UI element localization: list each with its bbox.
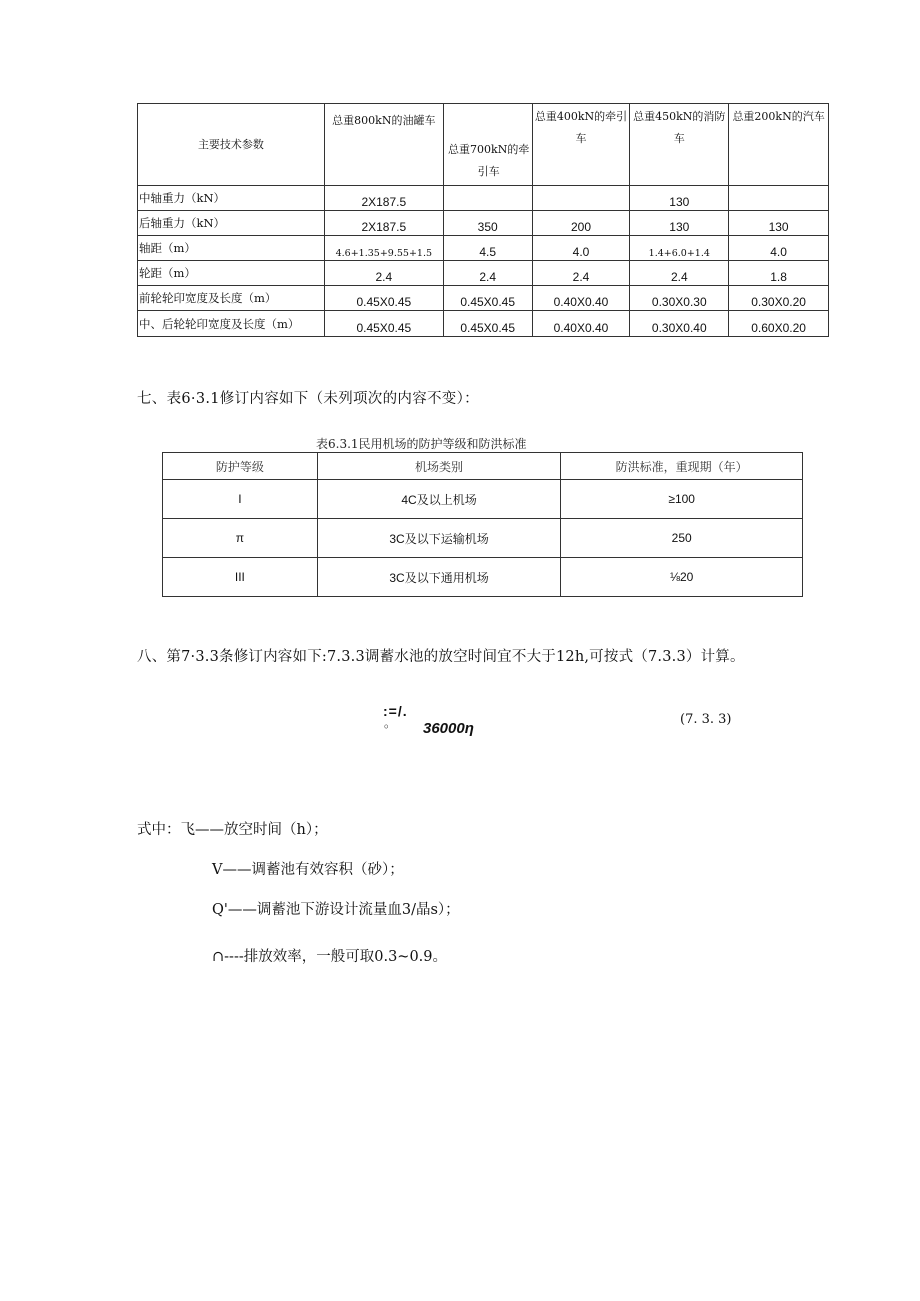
row-label: 轮距（m） [138,261,325,286]
vehicle-parameters-table [137,103,829,337]
cell: 1.8 [729,261,829,286]
table-row [163,519,803,558]
header-col2: 总重700kN的牵引车 [443,104,532,186]
cell-category: 3C及以下通用机场 [317,558,561,597]
cell: 0.60X0.20 [729,311,829,337]
header-standard: 防洪标准，重现期（年） [561,453,803,480]
cell [532,186,630,211]
cell: 2.4 [443,261,532,286]
cell: 0.30X0.30 [630,286,729,311]
cell: 130 [630,211,729,236]
row-label: 中轴重力（kN） [138,186,325,211]
cell-standard: ⅛20 [561,558,803,597]
cell: 4.6+1.35+9.55+1.5 [324,236,443,261]
table-row [138,186,829,211]
header-col5: 总重200kN的汽车 [729,104,829,186]
cell-standard: ≥100 [561,480,803,519]
cell: 0.45X0.45 [324,311,443,337]
cell: 0.30X0.20 [729,286,829,311]
formula-number: (7. 3. 3) [680,712,732,727]
section-7-heading: 七、表6·3.1修订内容如下（未列项次的内容不变）： [137,391,479,407]
cell: 4.0 [532,236,630,261]
header-grade: 防护等级 [163,453,318,480]
table-row [163,480,803,519]
table-row [138,261,829,286]
header-col1: 总重800kN的油罐车 [324,104,443,186]
table-header-row [138,104,829,186]
cell: 0.45X0.45 [443,311,532,337]
cell [443,186,532,211]
definition-item: Q'——调蓄池下游设计流量血3/晶s）； [212,902,460,918]
cell-grade: III [163,558,318,597]
formula-numerator: :=/. [383,703,408,719]
cell: 0.40X0.40 [532,286,630,311]
formula-denominator: 36000η [423,720,474,737]
cell: 130 [630,186,729,211]
cell: 0.45X0.45 [324,286,443,311]
table-row [138,311,829,337]
table-row [138,211,829,236]
header-category: 机场类别 [317,453,561,480]
cell: 200 [532,211,630,236]
cell-grade: I [163,480,318,519]
cell: 0.30X0.40 [630,311,729,337]
cell: 2X187.5 [324,211,443,236]
cell [729,186,829,211]
cell: 2.4 [630,261,729,286]
table2-caption: 表6.3.1民用机场的防护等级和防洪标准 [316,437,527,451]
table-header-row [163,453,803,480]
row-label: 轴距（m） [138,236,325,261]
cell-standard: 250 [561,519,803,558]
cell: 4.5 [443,236,532,261]
cell: 0.45X0.45 [443,286,532,311]
header-col4: 总重450kN的消防车 [630,104,729,186]
cell: 1.4+6.0+1.4 [630,236,729,261]
formula-small-mark: 。 [384,716,397,730]
row-label: 中、后轮轮印宽度及长度（m） [138,311,325,337]
row-label: 前轮轮印宽度及长度（m） [138,286,325,311]
cell-category: 3C及以下运输机场 [317,519,561,558]
cell: 2.4 [532,261,630,286]
table-row [163,558,803,597]
table-row [138,286,829,311]
table-row [138,236,829,261]
row-label: 后轴重力（kN） [138,211,325,236]
definition-item: ∩----排放效率，一般可取0.3~0.9。 [212,949,448,965]
airport-flood-standard-table [162,452,803,597]
definition-item: V——调蓄池有效容积（砂）； [212,862,404,878]
cell: 2.4 [324,261,443,286]
cell-grade: π [163,519,318,558]
cell: 4.0 [729,236,829,261]
section-8-heading: 八、第7·3.3条修订内容如下:7.3.3调蓄水池的放空时间宜不大于12h,可按式（7.3.3）计算。 [137,649,745,665]
cell: 350 [443,211,532,236]
definitions-intro: 式中：飞——放空时间（h）； [137,822,328,838]
header-param: 主要技术参数 [138,104,325,186]
cell: 0.40X0.40 [532,311,630,337]
cell-category: 4C及以上机场 [317,480,561,519]
cell: 130 [729,211,829,236]
header-col3: 总重400kN的牵引车 [532,104,630,186]
cell: 2X187.5 [324,186,443,211]
